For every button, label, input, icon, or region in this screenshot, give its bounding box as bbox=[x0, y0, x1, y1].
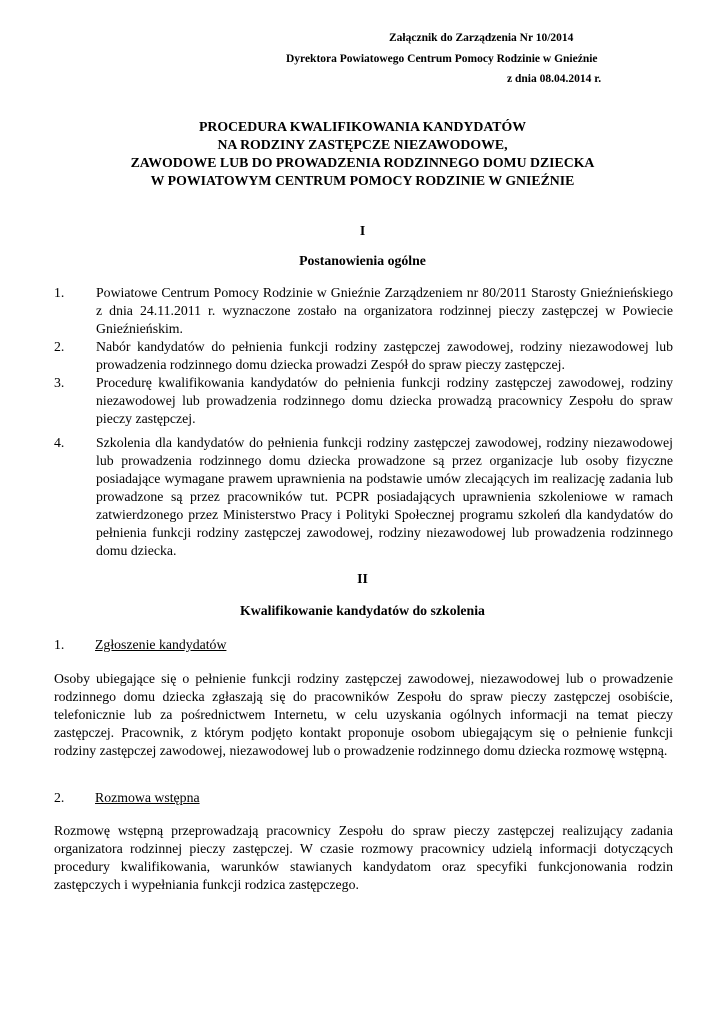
subsection-number: 1. bbox=[54, 637, 65, 652]
section-1-heading: Postanowienia ogólne bbox=[299, 253, 426, 268]
item-number: 1. bbox=[54, 285, 65, 300]
item-text: Powiatowe Centrum Pomocy Rodzinie w Gnieźnie Zarządzeniem nr 80/2011 Starosty Gnieźnieńskiego z dnia 24.11.2011 r. wyznaczone zostało na organizatora rodzinnej pieczy zastępczej w Powiecie Gnieźnieńskim. bbox=[96, 285, 673, 336]
header-annex-line: Załącznik do Zarządzenia Nr 10/2014 bbox=[389, 32, 574, 44]
section-1-numeral: I bbox=[359, 223, 366, 238]
subsection-title: Zgłoszenie kandydatów bbox=[95, 637, 227, 652]
item-text: Nabór kandydatów do pełnienia funkcji rodziny zastępczej zawodowej, rodziny niezawodowej lub prowadzenia rodzinnego domu dziecka prowadzi Zespół do spraw pieczy zastępczej. bbox=[96, 339, 673, 372]
list-item bbox=[54, 338, 673, 374]
title-line-2: NA RODZINY ZASTĘPCZE NIEZAWODOWE, bbox=[217, 137, 508, 152]
list-item bbox=[54, 374, 673, 428]
title-line-3: ZAWODOWE LUB DO PROWADZENIA RODZINNEGO DOMU DZIECKA bbox=[130, 155, 595, 170]
item-number: 3. bbox=[54, 375, 65, 390]
subsection-1-heading bbox=[54, 636, 226, 654]
list-item bbox=[54, 434, 673, 560]
subsection-2-text: Rozmowę wstępną przeprowadzają pracownicy Zespołu do spraw pieczy zastępczej realizujący zadania organizatora rodzinnej pieczy zastępczej. W czasie rozmowy pracownicy udzielą informacji dotyczących procedury kwalifikowania, warunków stawianych kandydatom oraz specyfiki funkcjonowania rodzin zastępczych i wypełniania funkcji rodzica zastępczego. bbox=[54, 823, 673, 892]
section-1-item-4 bbox=[54, 434, 673, 560]
section-2-heading: Kwalifikowanie kandydatów do szkolenia bbox=[240, 603, 485, 618]
header-date-line: z dnia 08.04.2014 r. bbox=[507, 73, 602, 85]
subsection-title: Rozmowa wstępna bbox=[95, 790, 200, 805]
header-director-line: Dyrektora Powiatowego Centrum Pomocy Rodzinie w Gnieźnie bbox=[286, 53, 598, 65]
item-number: 2. bbox=[54, 339, 65, 354]
document-title bbox=[0, 118, 725, 190]
item-text: Szkolenia dla kandydatów do pełnienia funkcji rodziny zastępczej zawodowej, rodziny niezawodowej lub prowadzenia rodzinnego domu dziecka prowadzone są przez organizacje lub osoby fizyczne posiadające wymagane prawem uprawnienia na podstawie umów zlecających im realizację zadania lub prowadzone są przez pracowników tut. PCPR posiadających uprawnienia szkoleniowe w ramach zatwierdzonego przez Ministerstwo Pracy i Polityki Społecznej programu szkoleń dla kandydatów do pełnienia funkcji rodziny zastępczej zawodowej, rodziny niezawodowej lub prowadzenia rodzinnego domu dziecka. bbox=[96, 435, 673, 558]
item-text: Procedurę kwalifikowania kandydatów do pełnienia funkcji rodziny zastępczej zawodowej, rodziny niezawodowej lub prowadzenia rodzinnego domu dziecka prowadzą pracownicy Zespołu do spraw pieczy zastępczej. bbox=[96, 375, 673, 426]
list-item bbox=[54, 284, 673, 338]
section-1-list bbox=[54, 284, 673, 428]
title-line-4: W POWIATOWYM CENTRUM POMOCY RODZINIE W GNIEŹNIE bbox=[150, 173, 575, 188]
subsection-1-text: Osoby ubiegające się o pełnienie funkcji rodziny zastępczej zawodowej, niezawodowej lub o prowadzenie rodzinnego domu dziecka zgłaszają się do pracowników Zespołu do spraw pieczy zastępczej osobiście, telefonicznie lub za pośrednictwem Internetu, w celu uzyskania ogólnych informacji na temat pieczy zastępczej. Pracownik, z którym podjęto kontakt proponuje osobom ubiegającym się o pełnienie funkcji rodziny zastępczej zawodowej, niezawodowej lub o prowadzenie rodzinnego domu dziecka rozmowę wstępną. bbox=[54, 671, 673, 758]
subsection-number: 2. bbox=[54, 790, 65, 805]
section-2-numeral: II bbox=[357, 571, 368, 586]
title-line-1: PROCEDURA KWALIFIKOWANIA KANDYDATÓW bbox=[198, 119, 527, 134]
item-number: 4. bbox=[54, 435, 65, 450]
subsection-2-heading bbox=[54, 789, 200, 807]
